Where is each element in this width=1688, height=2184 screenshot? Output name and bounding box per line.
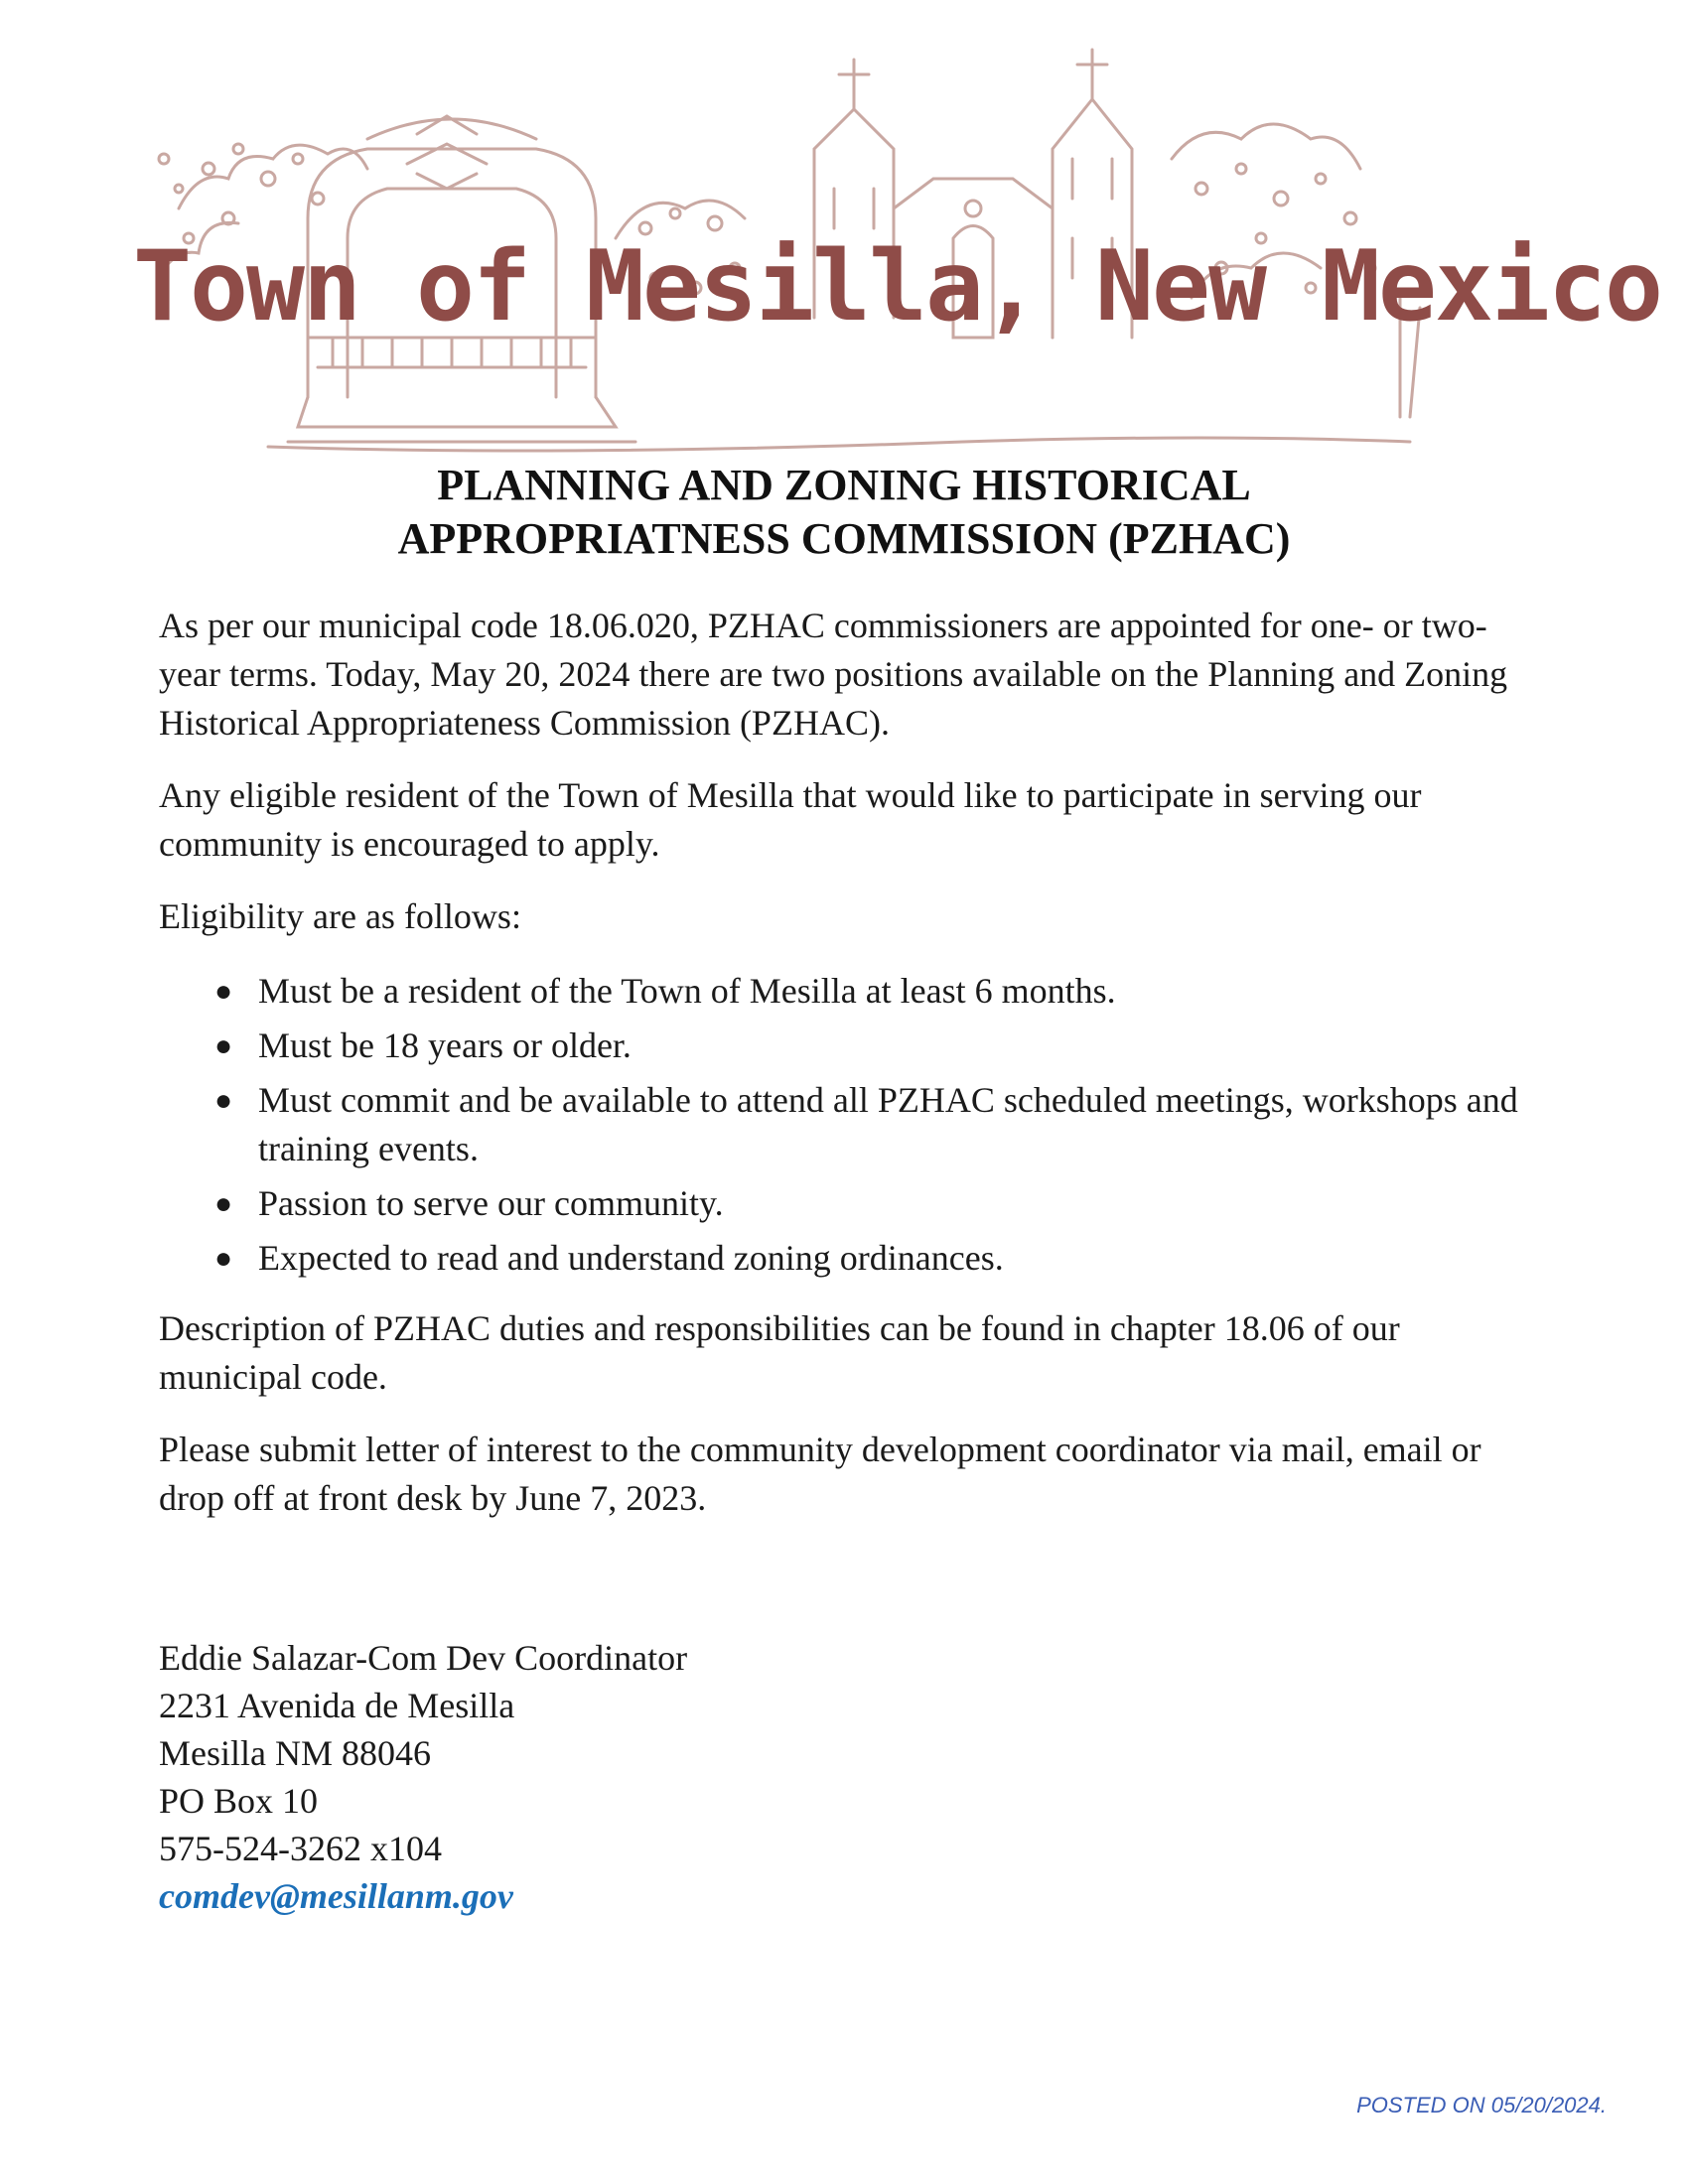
invitation-paragraph: Any eligible resident of the Town of Mesilla that would like to participate in serving our community is encouraged to apply. [159, 775, 1422, 864]
bullet-icon: ● [214, 1242, 233, 1275]
contact-phone: 575-524-3262 x104 [159, 1829, 442, 1868]
eligibility-intro: Eligibility are as follows: [159, 896, 521, 936]
contact-name: Eddie Salazar-Com Dev Coordinator [159, 1638, 688, 1678]
duties-paragraph: Description of PZHAC duties and responsibilities can be found in chapter 18.06 of our municipal code. [159, 1308, 1400, 1397]
list-item: ● Must be 18 years or older. [258, 1022, 1529, 1070]
bullet-icon: ● [214, 1029, 233, 1062]
notice-body [159, 602, 1529, 1547]
contact-block [159, 1634, 687, 1920]
bullet-icon: ● [214, 975, 233, 1008]
contact-email-link[interactable]: comdev@mesillanm.gov [159, 1876, 513, 1916]
bullet-icon: ● [214, 1187, 233, 1220]
contact-street: 2231 Avenida de Mesilla [159, 1686, 515, 1725]
intro-paragraph: As per our municipal code 18.06.020, PZHAC commissioners are appointed for one- or two-year terms. Today, May 20, 2024 there are two positions available on the Planning and Zoning Historical Appropriateness Commission (PZHAC). [159, 606, 1508, 743]
page-title [199, 459, 1489, 566]
submission-paragraph: Please submit letter of interest to the community development coordinator via mail, email or drop off at front desk by June 7, 2023. [159, 1430, 1481, 1518]
list-item: ● Must be a resident of the Town of Mesilla at least 6 months. [258, 967, 1529, 1016]
letterhead-title: Town of Mesilla, New Mexico [133, 230, 1662, 343]
list-item: ● Expected to read and understand zoning ordinances. [258, 1234, 1529, 1283]
posted-date: POSTED ON 05/20/2024. [1356, 2093, 1607, 2117]
bullet-icon: ● [214, 1084, 233, 1117]
page-title-line-2: APPROPRIATNESS COMMISSION (PZHAC) [397, 514, 1291, 563]
eligibility-list [159, 967, 1529, 1283]
contact-city: Mesilla NM 88046 [159, 1733, 431, 1773]
contact-po-box: PO Box 10 [159, 1781, 319, 1821]
list-item: ● Passion to serve our community. [258, 1179, 1529, 1228]
letterhead [119, 40, 1662, 457]
list-item: ● Must commit and be available to attend all PZHAC scheduled meetings, workshops and training events. [258, 1076, 1529, 1173]
page-title-line-1: PLANNING AND ZONING HISTORICAL [437, 461, 1251, 509]
